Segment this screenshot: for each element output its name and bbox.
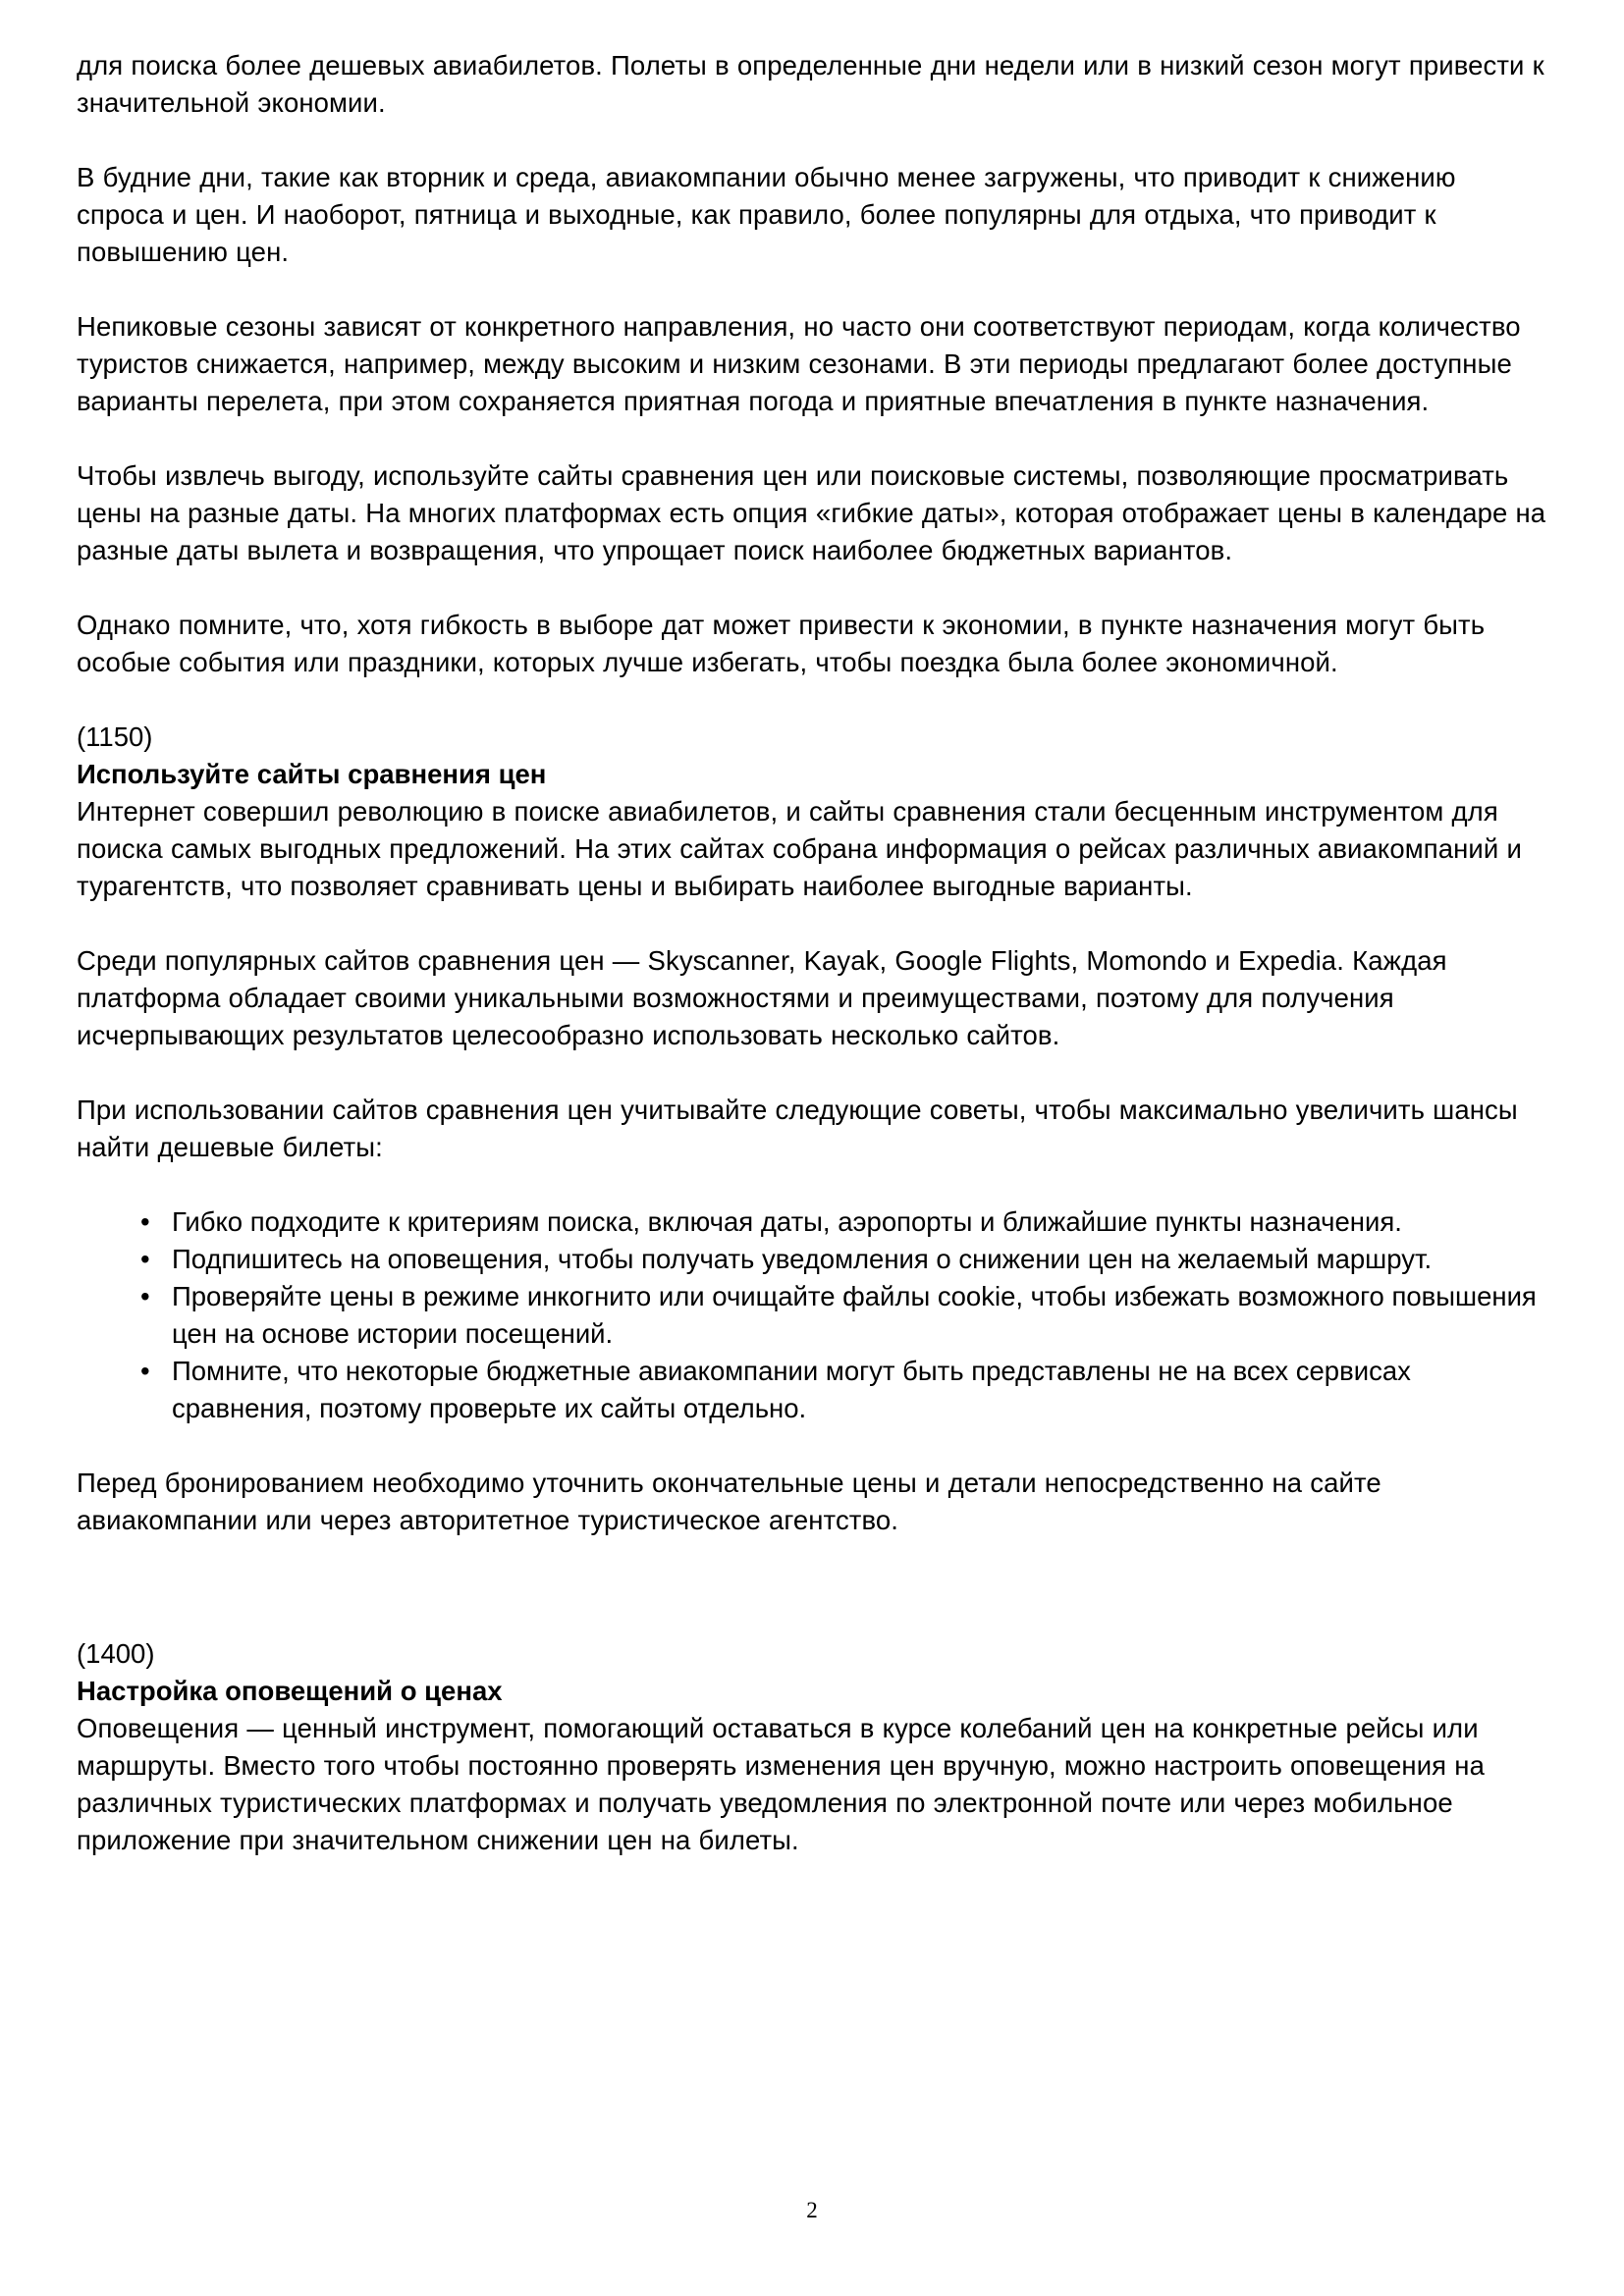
list-item <box>77 1353 1549 1427</box>
paragraph-before-booking: Перед бронированием необходимо уточнить окончательные цены и детали непосредственно на сайте авиакомпании или через авторитетное туристическое агентство. <box>77 1468 1381 1535</box>
section-heading-price-alerts: Настройка оповещений о ценах <box>77 1676 503 1706</box>
word-count-marker-1150: (1150) <box>77 721 153 752</box>
bullet-dot-icon: • <box>140 1206 150 1237</box>
list-item-text: Проверяйте цены в режиме инкогнито или очищайте файлы cookie, чтобы избежать возможного повышения цен на основе истории посещений. <box>172 1281 1537 1349</box>
list-item <box>77 1278 1549 1353</box>
word-count-marker-1400: (1400) <box>77 1638 155 1669</box>
list-item <box>77 1241 1549 1278</box>
bullet-dot-icon: • <box>140 1244 150 1274</box>
paragraph-caveat: Однако помните, что, хотя гибкость в выборе дат может привести к экономии, в пункте назначения могут быть особые события или праздники, которых лучше избегать, чтобы поездка была более экономичной. <box>77 610 1486 677</box>
section-spacer <box>77 1576 1549 1635</box>
list-item-text: Подпишитесь на оповещения, чтобы получать уведомления о снижении цен на желаемый маршрут. <box>172 1244 1433 1274</box>
paragraph-popular-sites: Среди популярных сайтов сравнения цен — Skyscanner, Kayak, Google Flights, Momondo и Expedia. Каждая платформа обладает своими уникальными возможностями и преимуществами, поэтому для получения исчерпывающих результатов целесообразно использовать несколько сайтов. <box>77 945 1447 1050</box>
paragraph-price-alerts: Оповещения — ценный инструмент, помогающий оставаться в курсе колебаний цен на конкретные рейсы или маршруты. Вместо того чтобы постоянно проверять изменения цен вручную, можно настроить оповещения на различных туристических платформах и получать уведомления по электронной почте или через мобильное приложение при значительном снижении цен на билеты. <box>77 1713 1485 1855</box>
paragraph-continuation: для поиска более дешевых авиабилетов. Полеты в определенные дни недели или в низкий сезон могут привести к значительной экономии. <box>77 50 1544 118</box>
page-number: 2 <box>806 2198 818 2222</box>
section-heading-comparison-sites: Используйте сайты сравнения цен <box>77 759 547 789</box>
document-body <box>77 47 1549 1896</box>
paragraph-offpeak-seasons: Непиковые сезоны зависят от конкретного направления, но часто они соответствуют периодам, когда количество туристов снижается, например, между высоким и низким сезонами. В эти периоды предлагают более доступные варианты перелета, при этом сохраняется приятная погода и приятные впечатления в пункте назначения. <box>77 311 1521 416</box>
paragraph-flexible-dates: Чтобы извлечь выгоду, используйте сайты сравнения цен или поисковые системы, позволяющие просматривать цены на разные даты. На многих платформах есть опция «гибкие даты», которая отображает цены в календаре на разные даты вылета и возвращения, что упрощает поиск наиболее бюджетных вариантов. <box>77 460 1546 565</box>
bullet-dot-icon: • <box>140 1281 150 1311</box>
list-item-text: Гибко подходите к критериям поиска, включая даты, аэропорты и ближайшие пункты назначения. <box>172 1206 1402 1237</box>
tips-bullet-list <box>77 1203 1549 1427</box>
list-item-text: Помните, что некоторые бюджетные авиакомпании могут быть представлены не на всех сервисах сравнения, поэтому проверьте их сайты отдельно. <box>172 1356 1411 1423</box>
list-item <box>77 1203 1549 1241</box>
paragraph-tips-intro: При использовании сайтов сравнения цен учитывайте следующие советы, чтобы максимально увеличить шансы найти дешевые билеты: <box>77 1095 1518 1162</box>
bullet-dot-icon: • <box>140 1356 150 1386</box>
paragraph-internet-revolution: Интернет совершил революцию в поиске авиабилетов, и сайты сравнения стали бесценным инструментом для поиска самых выгодных предложений. На этих сайтах собрана информация о рейсах различных авиакомпаний и турагентств, что позволяет сравнивать цены и выбирать наиболее выгодные варианты. <box>77 796 1522 901</box>
paragraph-weekdays: В будние дни, такие как вторник и среда, авиакомпании обычно менее загружены, что приводит к снижению спроса и цен. И наоборот, пятница и выходные, как правило, более популярны для отдыха, что приводит к повышению цен. <box>77 162 1456 267</box>
